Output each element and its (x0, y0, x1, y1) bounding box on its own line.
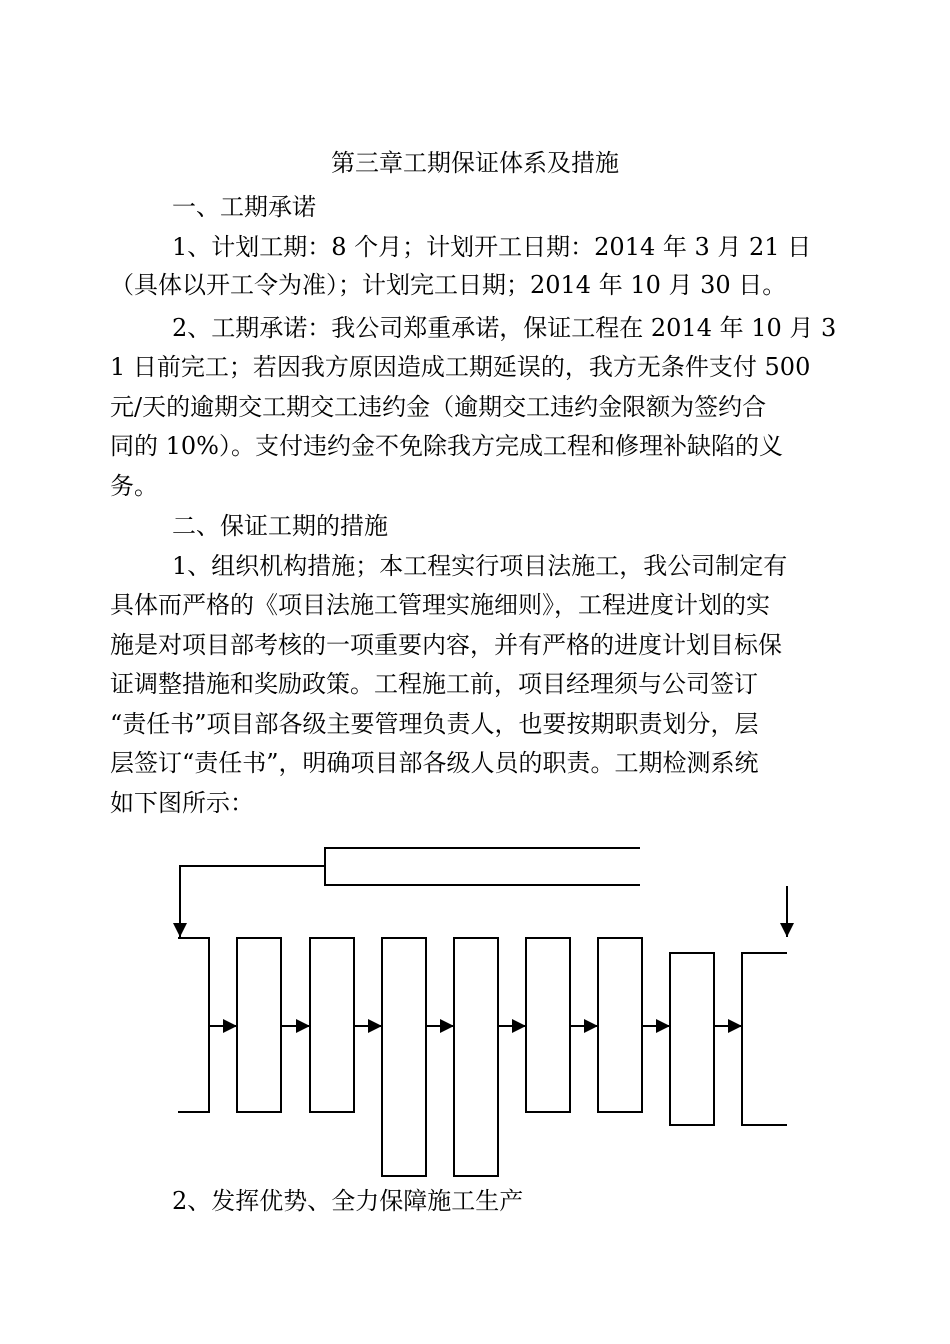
section-heading-commitment: 一、工期承诺 (172, 193, 316, 221)
paragraph-line: 元/天的逾期交工期交工违约金（逾期交工违约金限额为签约合 (110, 393, 767, 421)
paragraph-line: “责任书”项目部各级主要管理负责人，也要按期职责划分，层 (110, 710, 759, 738)
paragraph-line: 同的 10%）。支付违约金不免除我方完成工程和修理补缺陷的义 (110, 432, 783, 460)
flowchart-box-end (742, 953, 787, 1125)
paragraph-line: 务。 (110, 472, 158, 500)
paragraph-line: 2、工期承诺：我公司郑重承诺，保证工程在 2014 年 10 月 3 (172, 314, 837, 342)
paragraph-line: 2、发挥优势、全力保障施工生产 (172, 1187, 524, 1215)
paragraph-line: （具体以开工令为准）；计划完工日期；2014 年 10 月 30 日。 (110, 271, 787, 299)
flowchart-feedback-arrow (180, 866, 325, 937)
flowchart-box (670, 953, 714, 1125)
paragraph-line: 1、计划工期：8 个月；计划开工日期：2014 年 3 月 21 日 (172, 233, 812, 261)
flowchart-box (382, 938, 426, 1176)
flowchart-box (454, 938, 498, 1176)
paragraph-line: 证调整措施和奖励政策。工程施工前，项目经理须与公司签订 (110, 670, 758, 698)
paragraph-line: 1、组织机构措施；本工程实行项目法施工，我公司制定有 (172, 552, 788, 580)
flowchart-top-box (325, 848, 640, 885)
section-heading-measures: 二、保证工期的措施 (172, 512, 388, 540)
paragraph-line: 具体而严格的《项目法施工管理实施细则》，工程进度计划的实 (110, 591, 770, 619)
paragraph-line: 层签订“责任书”，明确项目部各级人员的职责。工期检测系统 (110, 749, 759, 777)
page-title: 第三章工期保证体系及措施 (331, 149, 619, 177)
paragraph-line: 如下图所示： (110, 789, 254, 817)
flowchart-box-start (178, 938, 209, 1112)
flowchart-box (526, 938, 570, 1112)
paragraph-line: 施是对项目部考核的一项重要内容，并有严格的进度计划目标保 (110, 631, 782, 659)
paragraph-line: 1 日前完工；若因我方原因造成工期延误的，我方无条件支付 500 (110, 353, 811, 381)
flowchart-box (310, 938, 354, 1112)
flowchart-box (237, 938, 281, 1112)
flowchart-box (598, 938, 642, 1112)
